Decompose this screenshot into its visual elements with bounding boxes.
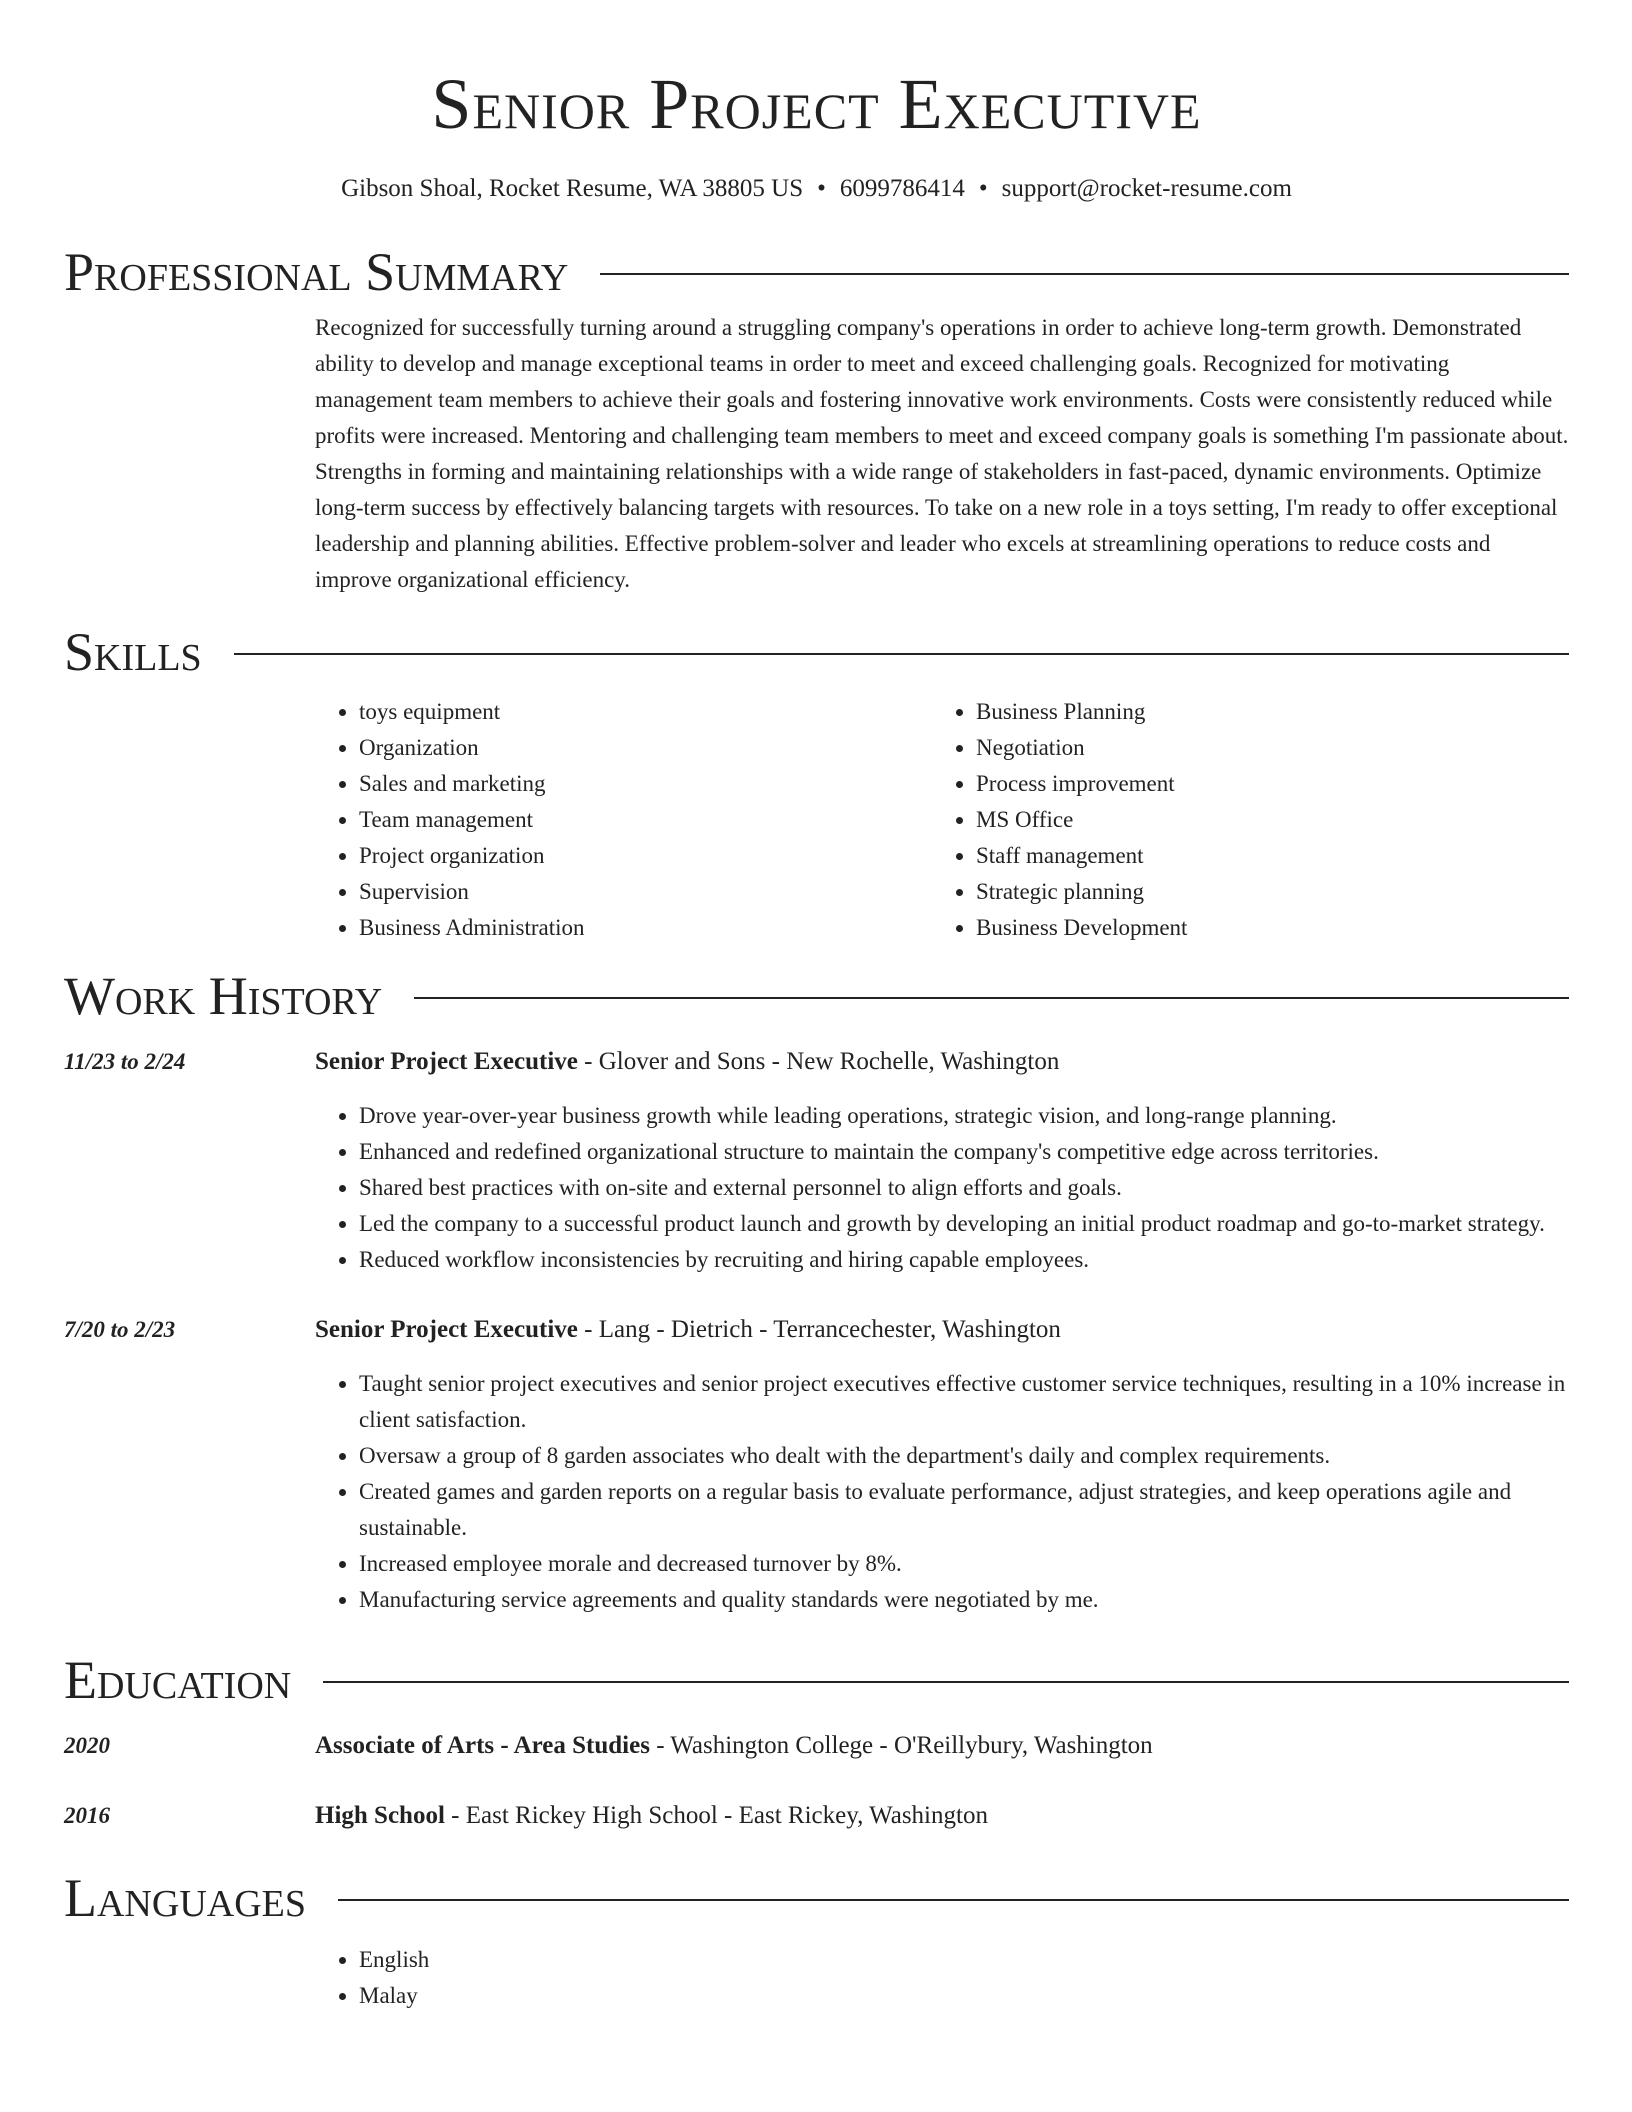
- section-title-skills: Skills: [64, 622, 202, 682]
- job-title: Senior Project Executive: [315, 1316, 578, 1343]
- contact-address: Gibson Shoal, Rocket Resume, WA 38805 US: [341, 175, 804, 202]
- education-header: [315, 1728, 1569, 1764]
- skill-item: • toys equipment: [359, 694, 932, 730]
- section-divider: [323, 1681, 1569, 1683]
- section-divider: [234, 653, 1569, 655]
- education-year: 2016: [64, 1803, 110, 1828]
- section-header: [64, 1868, 1569, 1928]
- section-divider: [600, 273, 1569, 275]
- job-bullet: • Enhanced and redefined organizational structure to maintain the company's competitive edge across territories.: [359, 1134, 1569, 1170]
- languages-section: [64, 1868, 1569, 2014]
- skills-columns: [315, 694, 1569, 946]
- candidate-name: Senior Project Executive: [431, 64, 1202, 144]
- skill-item: • Negotiation: [976, 730, 1549, 766]
- languages-content: [315, 1942, 1569, 2014]
- education-degree: Associate of Arts - Area Studies: [315, 1732, 650, 1759]
- skill-item: • Business Development: [976, 910, 1549, 946]
- education-entry: [64, 1728, 1569, 1764]
- skills-section: [64, 622, 1569, 946]
- job-bullet: • Reduced workflow inconsistencies by recruiting and hiring capable employees.: [359, 1242, 1569, 1278]
- skill-item: • Business Planning: [976, 694, 1549, 730]
- job-bullets: [315, 1366, 1569, 1618]
- summary-content: [315, 310, 1569, 598]
- skills-list-left: [315, 694, 932, 946]
- section-title-education: Education: [64, 1650, 292, 1710]
- job-bullet: • Drove year-over-year business growth while leading operations, strategic vision, and long-range planning.: [359, 1098, 1569, 1134]
- education-year: 2020: [64, 1733, 110, 1758]
- job-bullet: • Taught senior project executives and senior project executives effective customer service techniques, resulting in a 10% increase in client satisfaction.: [359, 1366, 1569, 1438]
- skill-item: • Strategic planning: [976, 874, 1549, 910]
- section-header: [64, 966, 1569, 1026]
- job-header: [315, 1044, 1569, 1080]
- summary-text: Recognized for successfully turning around a struggling company's operations in order to achieve long-term growth. Demonstrated ability to develop and manage exceptional teams in order to meet and exceed challenging goals. Recognized for motivating management team members to achieve their goals and fostering innovative work environments. Costs were consistently reduced while profits were increased. Mentoring and challenging team members to meet and exceed company goals is something I'm passionate about. Strengths in forming and maintaining relationships with a wide range of stakeholders in fast-paced, dynamic environments. Optimize long-term success by effectively balancing targets with resources. To take on a new role in a toys setting, I'm ready to offer exceptional leadership and planning abilities. Effective problem-solver and leader who excels at streamlining operations to reduce costs and improve organizational efficiency.: [315, 315, 1569, 592]
- job-details: - Lang - Dietrich - Terrancechester, Washington: [577, 1316, 1061, 1343]
- skill-item: • MS Office: [976, 802, 1549, 838]
- skill-item: • Project organization: [359, 838, 932, 874]
- job-bullet: • Oversaw a group of 8 garden associates who dealt with the department's daily and complex requirements.: [359, 1438, 1569, 1474]
- work-history-section: [64, 966, 1569, 1618]
- job-header: [315, 1312, 1569, 1348]
- job-bullet: • Increased employee morale and decreased turnover by 8%.: [359, 1546, 1569, 1582]
- contact-line: [64, 174, 1569, 204]
- education-details: - Washington College - O'Reillybury, Washington: [649, 1732, 1153, 1759]
- contact-separator: •: [817, 175, 826, 202]
- section-header: [64, 622, 1569, 682]
- job-dates: 11/23 to 2/24: [64, 1049, 186, 1074]
- summary-section: [64, 242, 1569, 598]
- skill-item: • Organization: [359, 730, 932, 766]
- education-details: - East Rickey High School - East Rickey, Washington: [444, 1802, 988, 1829]
- job-entry: [64, 1044, 1569, 1278]
- section-divider: [338, 1899, 1569, 1901]
- section-title-work-history: Work History: [64, 966, 383, 1026]
- education-entry: [64, 1798, 1569, 1834]
- skill-item: • Supervision: [359, 874, 932, 910]
- job-bullet: • Led the company to a successful product launch and growth by developing an initial product roadmap and go-to-market strategy.: [359, 1206, 1569, 1242]
- contact-separator: •: [978, 175, 988, 202]
- section-header: [64, 1650, 1569, 1710]
- skill-item: • Team management: [359, 802, 932, 838]
- job-dates: 7/20 to 2/23: [64, 1317, 176, 1342]
- job-bullets: [315, 1098, 1569, 1278]
- language-item: • English: [359, 1942, 1569, 1978]
- skill-item: • Business Administration: [359, 910, 932, 946]
- job-bullet: • Created games and garden reports on a regular basis to evaluate performance, adjust strategies, and keep operations agile and sustainable.: [359, 1474, 1569, 1546]
- skills-content: [315, 694, 1569, 946]
- skills-list-right: [932, 694, 1549, 946]
- section-header: [64, 242, 1569, 302]
- job-title: Senior Project Executive: [315, 1048, 578, 1075]
- job-details: - Glover and Sons - New Rochelle, Washington: [577, 1048, 1060, 1075]
- skill-item: • Staff management: [976, 838, 1549, 874]
- section-divider: [414, 997, 1569, 999]
- languages-list: [315, 1942, 1569, 2014]
- job-bullet: • Shared best practices with on-site and external personnel to align efforts and goals.: [359, 1170, 1569, 1206]
- contact-phone: 6099786414: [839, 175, 965, 202]
- education-header: [315, 1798, 1569, 1834]
- education-section: [64, 1650, 1569, 1834]
- language-item: • Malay: [359, 1978, 1569, 2014]
- section-title-languages: Languages: [64, 1868, 306, 1928]
- job-bullet: • Manufacturing service agreements and quality standards were negotiated by me.: [359, 1582, 1569, 1618]
- job-entry: [64, 1312, 1569, 1618]
- education-degree: High School: [315, 1802, 445, 1829]
- skill-item: • Sales and marketing: [359, 766, 932, 802]
- contact-email: support@rocket-resume.com: [1001, 175, 1292, 202]
- resume-page: [64, 0, 1569, 2014]
- skill-item: • Process improvement: [976, 766, 1549, 802]
- section-title-summary: Professional Summary: [64, 242, 569, 302]
